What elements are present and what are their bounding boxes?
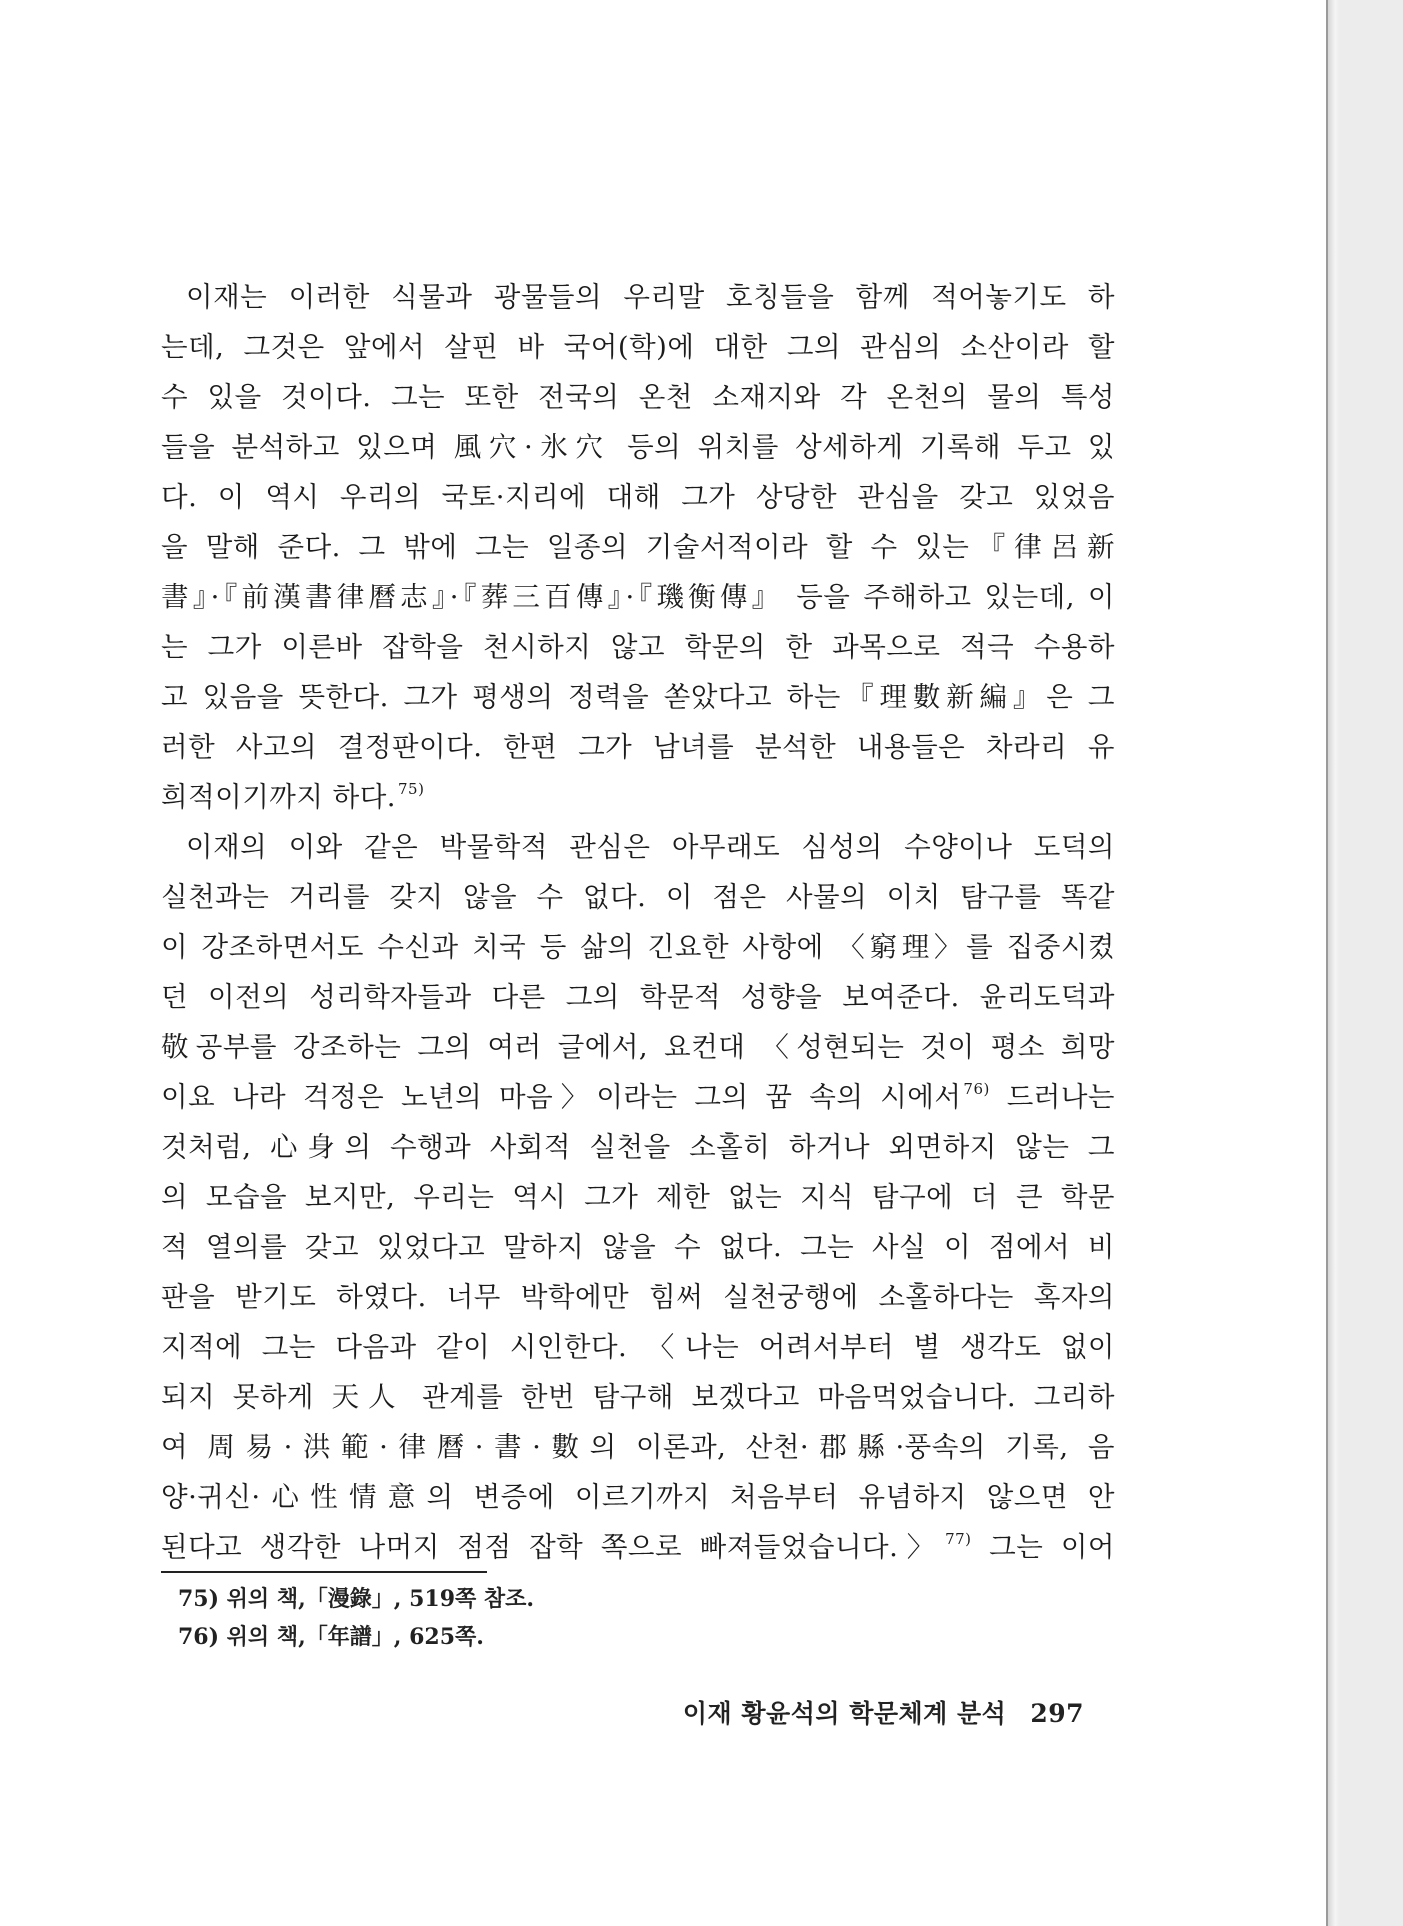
text-line: 書』·『前漢書律曆志』·『葬三百傳』·『璣衡傳』 등을 주해하고 있는데, 이 bbox=[161, 581, 1115, 613]
footnote-75: 75) 위의 책,「漫錄」, 519쪽 참조. bbox=[178, 1586, 535, 1612]
text-line: 다. 이 역시 우리의 국토·지리에 대해 그가 상당한 관심을 갖고 있었음 bbox=[161, 481, 1115, 513]
text-line: 들을 분석하고 있으며 風穴·氷穴 등의 위치를 상세하게 기록해 두고 있 bbox=[161, 431, 1115, 463]
text-line: 는데, 그것은 앞에서 살핀 바 국어(학)에 대한 그의 관심의 소산이라 할 bbox=[161, 331, 1115, 363]
text-line: 이 강조하면서도 수신과 치국 등 삶의 긴요한 사항에 〈窮理〉를 집중시켰 bbox=[161, 931, 1115, 963]
text-line: 고 있음을 뜻한다. 그가 평생의 정력을 쏟았다고 하는『理數新編』은 그 bbox=[161, 681, 1115, 713]
text-line: 희적이기까지 하다. $^{75)}$ bbox=[161, 780, 425, 813]
page-edge-shadow bbox=[1328, 0, 1340, 1926]
running-title: 이재 황윤석의 학문체계 분석 bbox=[682, 1699, 1007, 1728]
text-line: 것처럼, 心身의 수행과 사회적 실천을 소홀히 하거나 외면하지 않는 그 bbox=[161, 1131, 1115, 1163]
footnotes bbox=[178, 1580, 534, 1656]
text-line: 던 이전의 성리학자들과 다른 그의 학문적 성향을 보여준다. 윤리도덕과 bbox=[161, 981, 1115, 1013]
text-line: 敬공부를 강조하는 그의 여러 글에서, 요컨대 〈성현되는 것이 평소 희망 bbox=[161, 1031, 1115, 1063]
text-line: 되지 못하게 天人 관계를 한번 탐구해 보겠다고 마음먹었습니다. 그리하 bbox=[161, 1381, 1115, 1413]
body-text bbox=[161, 272, 1115, 1572]
text-line: 러한 사고의 결정판이다. 한편 그가 남녀를 분석한 내용들은 차라리 유 bbox=[161, 731, 1115, 763]
text-line: 여 周易·洪範·律曆·書·數의 이론과, 산천·郡縣·풍속의 기록, 음 bbox=[161, 1431, 1115, 1463]
footnote-ref-75: 75) bbox=[398, 780, 425, 798]
text-line: 의 모습을 보지만, 우리는 역시 그가 제한 없는 지식 탐구에 더 큰 학문 bbox=[161, 1181, 1115, 1213]
footnote-ref-76: 76) bbox=[963, 1080, 990, 1098]
footnote-divider bbox=[161, 1571, 487, 1573]
text-line: 이재는 이러한 식물과 광물들의 우리말 호칭들을 함께 적어놓기도 하 bbox=[186, 281, 1115, 313]
text-line: 지적에 그는 다음과 같이 시인한다. 〈나는 어려서부터 별 생각도 없이 bbox=[161, 1331, 1115, 1363]
page-number: 297 bbox=[1030, 1699, 1084, 1728]
text-line: 적 열의를 갖고 있었다고 말하지 않을 수 없다. 그는 사실 이 점에서 비 bbox=[161, 1231, 1115, 1263]
text-line: 을 말해 준다. 그 밖에 그는 일종의 기술서적이라 할 수 있는『律呂新 bbox=[161, 531, 1115, 563]
text-line: 판을 받기도 하였다. 너무 박학에만 힘써 실천궁행에 소홀하다는 혹자의 bbox=[161, 1281, 1115, 1313]
text-line: 는 그가 이른바 잡학을 천시하지 않고 학문의 한 과목으로 적극 수용하 bbox=[161, 631, 1115, 663]
text-line: 이재의 이와 같은 박물학적 관심은 아무래도 심성의 수양이나 도덕의 bbox=[186, 831, 1115, 863]
footnote-ref-77: 77) bbox=[945, 1530, 972, 1548]
text-line: 양·귀신·心性情意의 변증에 이르기까지 처음부터 유념하지 않으면 안 bbox=[161, 1481, 1115, 1513]
text-line: 수 있을 것이다. 그는 또한 전국의 온천 소재지와 각 온천의 물의 특성 bbox=[161, 381, 1115, 413]
text-line: 이요 나라 걱정은 노년의 마음〉이라는 그의 꿈 속의 시에서 $^{76)}$ 드러나는 bbox=[161, 1080, 1115, 1113]
text-line: 된다고 생각한 나머지 점점 잡학 쪽으로 빠져들었습니다.〉 $^{77)}$ 그는 이어 bbox=[161, 1530, 1115, 1563]
text-line: 실천과는 거리를 갖지 않을 수 없다. 이 점은 사물의 이치 탐구를 똑같 bbox=[161, 881, 1115, 913]
running-footer bbox=[683, 1694, 1084, 1730]
footnote-76: 76) 위의 책,「年譜」, 625쪽. bbox=[178, 1624, 484, 1650]
